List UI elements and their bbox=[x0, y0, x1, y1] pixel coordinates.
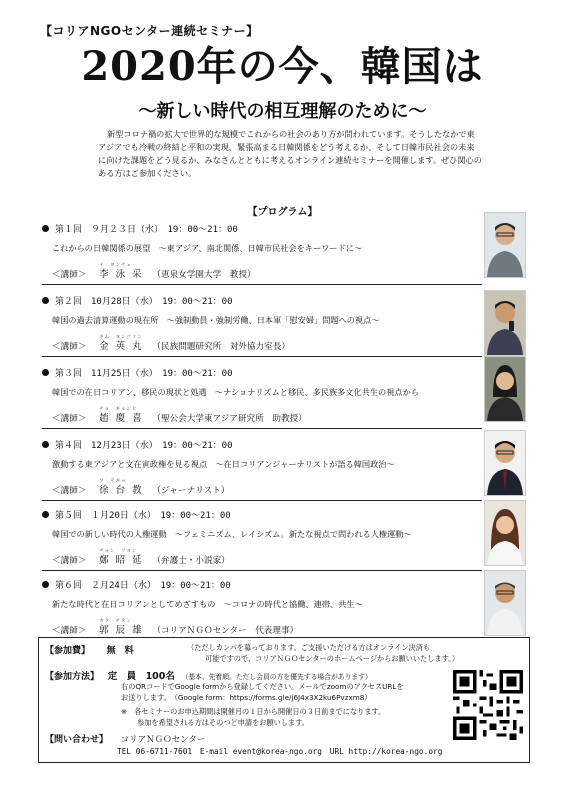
lecturer-affiliation: （ジャーナリスト） bbox=[152, 486, 230, 496]
page-subtitle: ～新しい時代の相互理解のために～ bbox=[138, 101, 427, 122]
bullet-icon bbox=[42, 441, 49, 448]
session-theme: 韓国での新しい時代の人権運動 ～フェミニズム、レイシズム。新たな視点で問われる人権運動～ bbox=[52, 529, 412, 539]
lecturer-ruby: カク チヌン bbox=[99, 619, 132, 624]
session-theme: これからの日韓関係の展望 ～東アジア、南北関係、日韓市民社会をキーワードに～ bbox=[52, 243, 363, 253]
lecturer-ruby: チョン ソヨン bbox=[99, 549, 138, 554]
session-head: 第５回 １月20日（水） 19：00～21：00 bbox=[55, 511, 231, 521]
capacity: 定 員 100名 bbox=[107, 671, 175, 682]
divider bbox=[42, 570, 482, 571]
fee-note-2: 可能ですので、コリアＮＧＯセンターのホームページからお願いいたします。） bbox=[205, 654, 460, 663]
capacity-note: （基本、先着順。ただし会員の方を優先する場合があります） bbox=[181, 673, 372, 681]
lecturer-photo bbox=[484, 290, 526, 356]
lecturer-ruby: イ ヨンチェ bbox=[99, 263, 132, 268]
contact-org: コリアＮＧＯセンター bbox=[120, 735, 206, 745]
bullet-icon bbox=[42, 581, 49, 588]
lecturer-label: ＜講師＞ bbox=[52, 626, 87, 636]
lecturer-name: 徐 台 教 bbox=[99, 485, 144, 496]
session-head: 第４回 12月23日（水） 19：00～21：00 bbox=[55, 441, 233, 451]
fee-label: 【参加費】 bbox=[45, 646, 91, 656]
lecturer-photo bbox=[484, 570, 526, 636]
lecturer-ruby: キム ヨンファン bbox=[99, 335, 143, 340]
lecturer-photo bbox=[484, 430, 526, 496]
lecturer-label: ＜講師＞ bbox=[52, 342, 87, 352]
session-theme: 韓国での在日コリアン、移民の現状と処遇 ～ナショナリズムと移民、多民族多文化共生の視点から bbox=[52, 387, 419, 397]
bullet-icon bbox=[42, 369, 49, 376]
note-1: ※ 各セミナーのお申込期間は開催月の１日から開催日の３日前までになります。 bbox=[121, 707, 386, 716]
divider bbox=[42, 356, 482, 357]
contact-label: 【問い合わせ】 bbox=[45, 735, 109, 745]
lecturer-label: ＜講師＞ bbox=[52, 556, 87, 566]
bullet-icon bbox=[42, 225, 49, 232]
fee-value: 無 料 bbox=[106, 646, 134, 656]
session-head: 第１回 ９月２３日（水） 19：00～21：00 bbox=[55, 225, 238, 235]
method-label: 【参加方法】 bbox=[45, 672, 100, 682]
series-label: 【コリアNGOセンター連続セミナー】 bbox=[40, 24, 259, 38]
lecturer-name: 趙 慶 喜 bbox=[99, 413, 144, 424]
session-head: 第２回 10月28日（水） 19：00～21：00 bbox=[55, 297, 233, 307]
lecturer-affiliation: （民族問題研究所 対外協力室長） bbox=[152, 342, 290, 352]
lecturer-affiliation: （聖公会大学東アジア研究所 助教授） bbox=[152, 414, 307, 424]
lecturer-photo bbox=[484, 500, 526, 566]
lecturer-name: 郭 辰 雄 bbox=[99, 625, 144, 636]
session-head: 第６回 ２月24日（水） 19：00～21：00 bbox=[55, 581, 231, 591]
session-head: 第３回 11月25日（水） 19：00～21：00 bbox=[55, 369, 233, 379]
lecturer-affiliation: （恵泉女学園大学 教授） bbox=[152, 270, 256, 280]
session-theme: 新たな時代と在日コリアンとしてめざすもの ～コロナの時代と協働、連帯、共生～ bbox=[52, 599, 363, 609]
lecturer-affiliation: （弁護士・小説家） bbox=[152, 556, 230, 566]
lecturer-photo bbox=[484, 212, 526, 278]
contact-line: TEL 06-6711-7601 E-mail event@korea-ngo.org URL http://korea-ngo.org bbox=[117, 747, 443, 756]
lecturer-name: 鄭 昭 延 bbox=[99, 555, 144, 566]
divider bbox=[42, 500, 482, 501]
info-box bbox=[38, 637, 530, 763]
intro-text: 新型コロナ禍の拡大で世界的な規模でこれからの社会のあり方が問われています。そうしたなかで東アジアでも冷戦の終結と平和の実現、緊張高まる日韓関係をどう考えるか、そして日韓市民社会の未来に向けた課題をどう見るか、みなさんとともに考えるオンライン連続セミナーを開催します。ぜひ関心のある方はご参加ください。 bbox=[98, 129, 482, 178]
note-2: 参加を希望される方はそのつど申請をお願いします。 bbox=[137, 718, 309, 727]
method-text-1: 右のQRコードでGoogle formから登録してください。メールでzoomのアクセスURLを bbox=[121, 682, 404, 691]
method-text-2: お送りします。 （Google form：https://forms.gle/j6J4x3X2ku6Pvzxm8） bbox=[121, 693, 372, 702]
lecturer-ruby: チョ ギョンヒ bbox=[99, 407, 138, 412]
program-heading: 【プログラム】 bbox=[247, 207, 318, 218]
lecturer-label: ＜講師＞ bbox=[52, 270, 87, 280]
divider bbox=[42, 428, 482, 429]
lecturer-name: 金 英 丸 bbox=[99, 341, 144, 352]
lecturer-photo bbox=[484, 356, 526, 422]
session-theme: 韓国の過去清算運動の現在所 ～強制動員・強制労働、日本軍「慰安婦」問題への視点～ bbox=[52, 315, 380, 325]
lecturer-name: 李 泳 采 bbox=[99, 269, 144, 280]
bullet-icon bbox=[42, 511, 49, 518]
qr-code-icon[interactable] bbox=[453, 670, 523, 740]
fee-note-1: （ただしカンパを募っております。ご支援いただける方はオンライン決済も bbox=[187, 643, 431, 652]
lecturer-affiliation: （コリアＮＧＯセンター 代表理事） bbox=[152, 626, 299, 636]
lecturer-label: ＜講師＞ bbox=[52, 486, 87, 496]
divider bbox=[42, 284, 482, 285]
bullet-icon bbox=[42, 297, 49, 304]
lecturer-ruby: ソ テギョ bbox=[99, 479, 127, 484]
lecturer-label: ＜講師＞ bbox=[52, 414, 87, 424]
session-theme: 激動する東アジアと文在寅政権を見る視点 ～在日コリアンジャーナリストが語る韓国政治～ bbox=[52, 459, 395, 469]
page-title: 2020年の今、韓国は bbox=[81, 43, 484, 90]
